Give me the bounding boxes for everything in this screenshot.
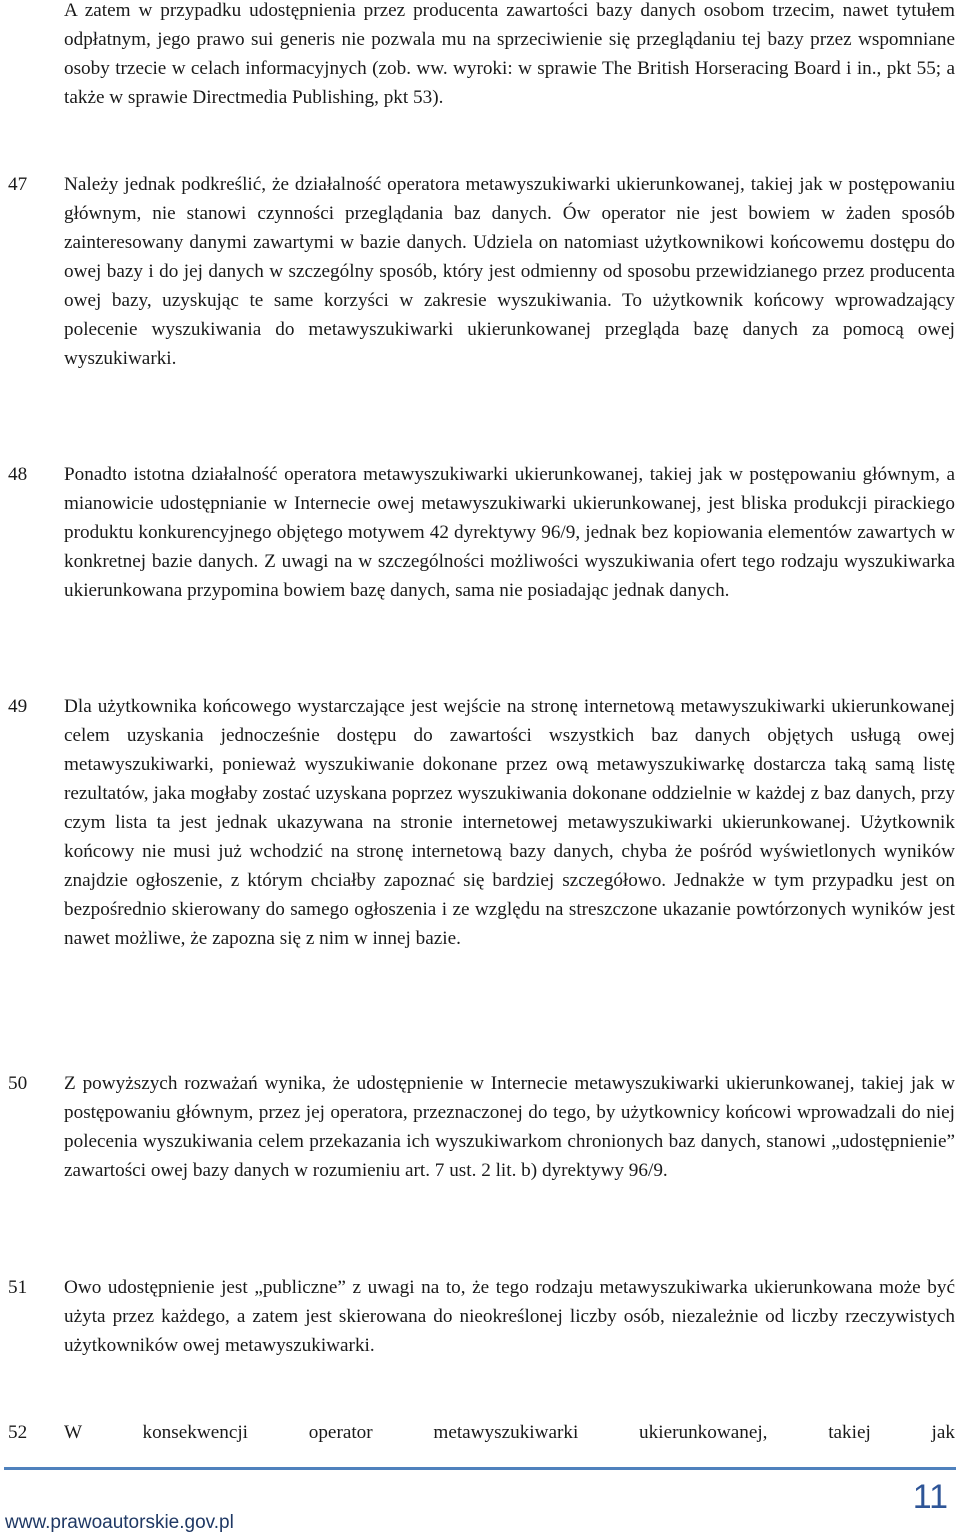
paragraph-text: Ponadto istotna działalność operatora metawyszukiwarki ukierunkowanej, takiej jak w postępowaniu głównym, a mianowicie udostępnianie w Internecie owej metawyszukiwarki ukierunkowanej, jest bliska produkcji pirackiego produktu konkurencyjnego objętego motywem 42 dyrektywy 96/9, jednak bez kopiowania elementów zawartych w konkretnej bazie danych. Z uwagi na w szczególności możliwości wyszukiwania ofert tego rodzaju wyszukiwarka ukierunkowana przypomina bowiem bazę danych, sama nie posiadając jednak danych.: [64, 464, 955, 601]
footer-divider: [4, 1467, 956, 1470]
paragraph-number: 51: [8, 1277, 28, 1298]
paragraph-number: 47: [8, 174, 28, 195]
page-number: 11: [912, 1478, 948, 1516]
paragraph-text: Należy jednak podkreślić, że działalność operatora metawyszukiwarki ukierunkowanej, takiej jak w postępowaniu głównym, nie stanowi czynności przeglądania baz danych. Ów operator nie jest bowiem w żaden sposób zainteresowany danymi zawartymi w bazie danych. Udziela on natomiast użytkownikowi końcowemu dostępu do owej bazy i do jej danych w szczególny sposób, który jest odmienny od sposobu przewidzianego przez producenta owej bazy, uzyskując te same korzyści w zakresie wyszukiwania. To użytkownik końcowy wprowadzający polecenie wyszukiwania do metawyszukiwarki ukierunkowanej przegląda bazę danych za pomocą owej wyszukiwarki.: [64, 174, 955, 369]
paragraph-text: Dla użytkownika końcowego wystarczające jest wejście na stronę internetową metawyszukiwarki ukierunkowanej celem uzyskania jednocześnie dostępu do zawartości wszystkich baz danych objętych usługą owej metawyszukiwarki, ponieważ wyszukiwanie dokonane przez ową metawyszukiwarkę dostarcza taką samą listę rezultatów, jaka mogłaby zostać uzyskana poprzez wyszukiwania dokonane oddzielnie w każdej z baz danych, przy czym lista ta jest jednak ukazywana na stronie internetowej metawyszukiwarki ukierunkowanej. Użytkownik końcowy nie musi już wchodzić na stronę internetową bazy danych, chyba że pośród wyświetlonych wyników znajdzie ogłoszenie, z którym chciałby zapoznać się bardziej szczegółowo. Jednakże w tym przypadku jest on bezpośrednio skierowany do samego ogłoszenia i ze względu na streszczone ukazanie powtórzonych wyników jest nawet możliwe, że zapozna się z nim w innej bazie.: [64, 696, 955, 949]
paragraph-number: 52: [8, 1422, 28, 1443]
paragraph-text: Z powyższych rozważań wynika, że udostępnienie w Internecie metawyszukiwarki ukierunkowanej, takiej jak w postępowaniu głównym, przez jej operatora, przeznaczonej do tego, by użytkownicy końcowi wprowadzali do niej polecenia wyszukiwania celem przekazania ich wyszukiwarkom chronionych baz danych, stanowi „udostępnienie” zawartości owej bazy danych w rozumieniu art. 7 ust. 2 lit. b) dyrektywy 96/9.: [64, 1073, 955, 1181]
paragraph-number: 49: [8, 696, 28, 717]
intro-paragraph: A zatem w przypadku udostępnienia przez producenta zawartości bazy danych osobom trzecim, nawet tytułem odpłatnym, jego prawo sui generis nie pozwala mu na sprzeciwienie się przeglądaniu tej bazy przez wspomniane osoby trzecie w celach informacyjnych (zob. ww. wyroki: w sprawie The British Horseracing Board i in., pkt 55; a także w sprawie Directmedia Publishing, pkt 53).: [64, 0, 955, 108]
footer-website-link[interactable]: www.prawoautorskie.gov.pl: [5, 1512, 234, 1533]
paragraph-number: 50: [8, 1073, 28, 1094]
paragraph-number: 48: [8, 464, 28, 485]
paragraph-text: W konsekwencji operator metawyszukiwarki ukierunkowanej, takiej jak: [64, 1422, 955, 1443]
paragraph-text: Owo udostępnienie jest „publiczne” z uwagi na to, że tego rodzaju metawyszukiwarka ukierunkowana może być użyta przez każdego, a zatem jest skierowana do nieokreślonej liczby osób, niezależnie od liczby rzeczywistych użytkowników owej metawyszukiwarki.: [64, 1277, 955, 1356]
